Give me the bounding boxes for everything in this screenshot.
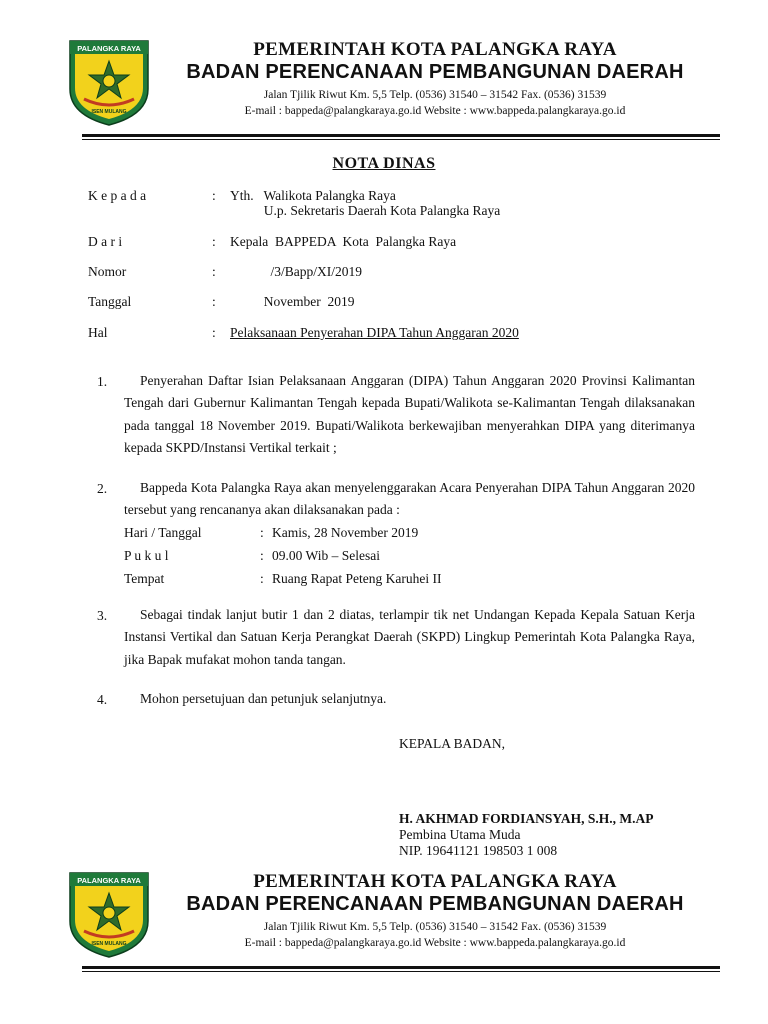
letterhead-address: Jalan Tjilik Riwut Km. 5,5 Telp. (0536) 31540 – 31542 Fax. (0536) 31539 xyxy=(263,89,607,101)
field-colon: : xyxy=(212,234,216,249)
letterhead-contact: E-mail : bappeda@palangkaraya.go.id Website : www.bappeda.palangkaraya.go.id xyxy=(244,105,626,117)
field-label-date: Tanggal xyxy=(88,294,132,309)
paragraph-1: Penyerahan Daftar Isian Pelaksanaan Anggaran (DIPA) Tahun Anggaran 2020 Provinsi Kalimantan Tengah dari Gubernur Kalimantan Tengah kepada Bupati/Walikota se-Kalimantan Tengah dilaksanakan pada tanggal 18 November 2019. Bupati/Walikota berkewajiban menyerahkan DIPA yang diterimanya kepada SKPD/Instansi Vertikal terkait ; xyxy=(124,373,695,455)
field-value-subject: Pelaksanaan Penyerahan DIPA Tahun Anggaran 2020 xyxy=(230,325,519,340)
detail-label-time: P u k u l xyxy=(124,548,169,563)
letterhead-agency: BADAN PERENCANAAN PEMBANGUNAN DAERAH xyxy=(186,893,684,915)
detail-colon: : xyxy=(260,525,264,540)
detail-colon: : xyxy=(260,548,264,563)
letterhead-divider-thick xyxy=(82,134,720,137)
city-emblem-logo xyxy=(64,869,154,959)
signature-rank: Pembina Utama Muda xyxy=(399,827,521,842)
detail-label-place: Tempat xyxy=(124,571,165,586)
signature-name: H. AKHMAD FORDIANSYAH, S.H., M.AP xyxy=(399,811,654,826)
paragraph-3: Sebagai tindak lanjut butir 1 dan 2 diatas, terlampir tik net Undangan Kepada Kepala Satuan Kerja Instansi Vertikal dan Satuan Kerja Perangkat Daerah (SKPD) Lingkup Pemerintah Kota Palangka Raya, jika Bapak mufakat mohon tanda tangan. xyxy=(124,607,695,667)
letterhead-contact: E-mail : bappeda@palangkaraya.go.id Website : www.bappeda.palangkaraya.go.id xyxy=(244,937,626,949)
field-label-number: Nomor xyxy=(88,264,127,279)
field-colon: : xyxy=(212,325,216,340)
detail-label-day-date: Hari / Tanggal xyxy=(124,525,202,540)
field-colon: : xyxy=(212,294,216,309)
signature-position: KEPALA BADAN, xyxy=(399,736,506,751)
letterhead-divider-thin xyxy=(82,139,720,140)
detail-value-time: 09.00 Wib – Selesai xyxy=(272,548,380,563)
logo-banner-text: PALANGKA RAYA xyxy=(77,876,141,885)
letterhead-top xyxy=(0,37,768,127)
signature-nip: NIP. 19641121 198503 1 008 xyxy=(399,843,558,858)
letterhead-address: Jalan Tjilik Riwut Km. 5,5 Telp. (0536) 31540 – 31542 Fax. (0536) 31539 xyxy=(263,921,607,933)
detail-value-place: Ruang Rapat Peteng Karuhei II xyxy=(272,571,442,586)
letterhead-divider-thick xyxy=(82,966,720,969)
field-value-date: November 2019 xyxy=(230,294,355,309)
field-label-to: K e p a d a xyxy=(88,188,147,203)
letterhead-government: PEMERINTAH KOTA PALANGKA RAYA xyxy=(253,871,617,892)
field-label-subject: Hal xyxy=(88,325,108,340)
paragraph-2: Bappeda Kota Palangka Raya akan menyelenggarakan Acara Penyerahan DIPA Tahun Anggaran 2020 tersebut yang rencananya akan dilaksanakan pada : xyxy=(124,480,695,518)
letterhead-divider-thin xyxy=(82,971,720,972)
field-colon: : xyxy=(212,264,216,279)
field-label-from: D a r i xyxy=(88,234,123,249)
field-value-number: /3/Bapp/XI/2019 xyxy=(230,264,362,279)
paragraph-number: 1. xyxy=(97,374,108,389)
letterhead-government: PEMERINTAH KOTA PALANGKA RAYA xyxy=(253,39,617,60)
paragraph-number: 3. xyxy=(97,608,108,623)
field-value-to-attention: U.p. Sekretaris Daerah Kota Palangka Raya xyxy=(230,203,501,218)
field-colon: : xyxy=(212,188,216,203)
memo-title: NOTA DINAS xyxy=(332,155,436,172)
paragraph-number: 4. xyxy=(97,692,108,707)
paragraph-number: 2. xyxy=(97,481,108,496)
logo-banner-text: PALANGKA RAYA xyxy=(77,44,141,53)
field-value-to: Yth. Walikota Palangka Raya xyxy=(230,188,396,203)
paragraph-4: Mohon persetujuan dan petunjuk selanjutnya. xyxy=(140,691,387,706)
field-value-from: Kepala BAPPEDA Kota Palangka Raya xyxy=(230,234,457,249)
detail-colon: : xyxy=(260,571,264,586)
city-emblem-logo xyxy=(64,37,154,127)
detail-value-day-date: Kamis, 28 November 2019 xyxy=(272,525,419,540)
logo-motto-text: ISEN MULANG xyxy=(91,941,127,947)
letterhead-agency: BADAN PERENCANAAN PEMBANGUNAN DAERAH xyxy=(186,61,684,83)
logo-motto-text: ISEN MULANG xyxy=(91,109,127,115)
letterhead-bottom xyxy=(0,869,768,959)
